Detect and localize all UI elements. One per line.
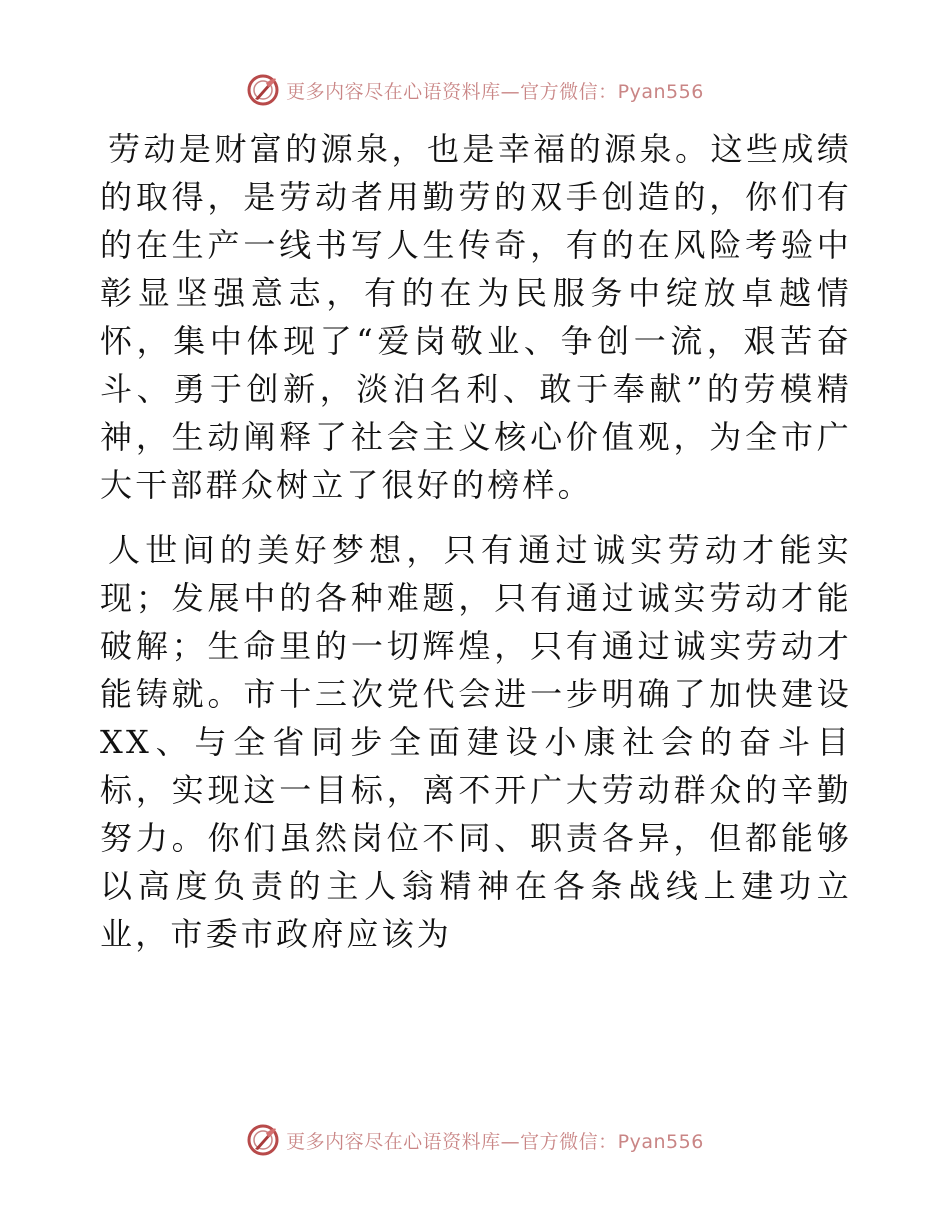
header-banner-text: 更多内容尽在心语资料库—官方微信：Pyan556 [286, 80, 704, 103]
footer-banner [0, 1120, 950, 1160]
header-banner [0, 70, 950, 110]
document-body [100, 125, 852, 975]
quill-seal-icon [246, 1123, 280, 1157]
footer-banner-text: 更多内容尽在心语资料库—官方微信：Pyan556 [286, 1130, 704, 1153]
paragraph-1: 劳动是财富的源泉，也是幸福的源泉。这些成绩的取得，是劳动者用勤劳的双手创造的，你们有的在生产一线书写人生传奇，有的在风险考验中彰显坚强意志，有的在为民服务中绽放卓越情怀，集中体现了“爱岗敬业、争创一流，艰苦奋斗、勇于创新，淡泊名利、敢于奉献”的劳模精神，生动阐释了社会主义核心价值观，为全市广大干部群众树立了很好的榜样。 [100, 130, 852, 504]
paragraph-2: 人世间的美好梦想，只有通过诚实劳动才能实现；发展中的各种难题，只有通过诚实劳动才能破解；生命里的一切辉煌，只有通过诚实劳动才能铸就。市十三次党代会进一步明确了加快建设XX、与全省同步全面建设小康社会的奋斗目标，实现这一目标，离不开广大劳动群众的辛勤努力。你们虽然岗位不同、职责各异，但都能够以高度负责的主人翁精神在各条战线上建功立业，市委市政府应该为 [100, 531, 852, 953]
quill-seal-icon [246, 73, 280, 107]
